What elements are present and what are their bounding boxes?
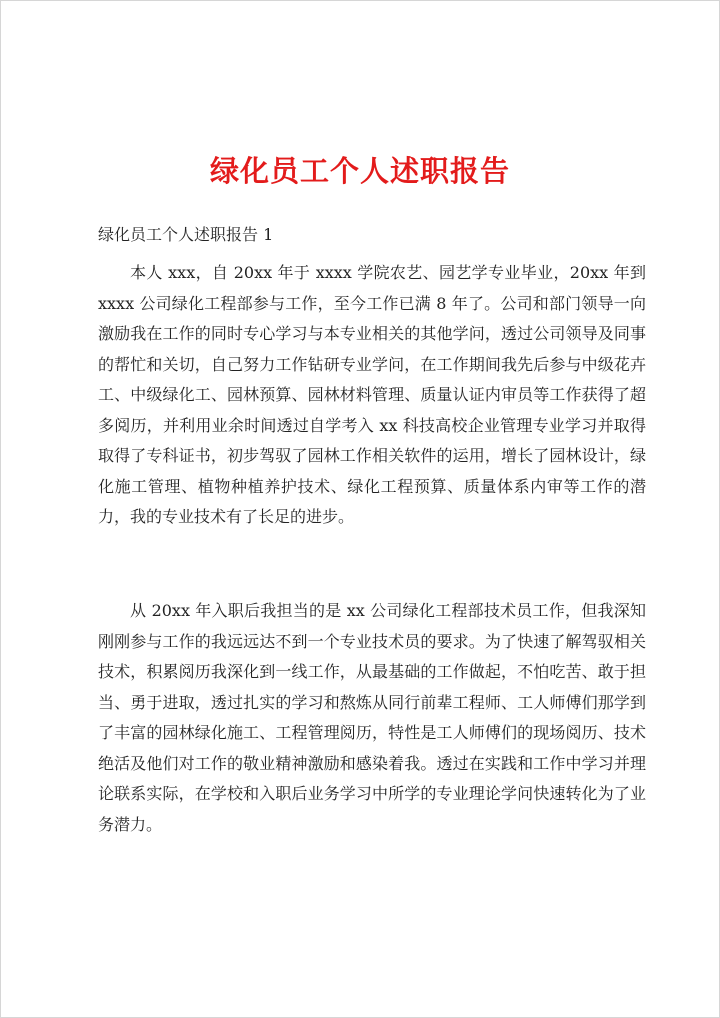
page-title: 绿化员工个人述职报告	[209, 154, 510, 188]
body-paragraph-2: 从 20xx 年入职后我担当的是 xx 公司绿化工程部技术员工作，但我深知刚刚参与工作的我远远达不到一个专业技术员的要求。为了快速了解驾驭相关技术，积累阅历我深化到一线工作，从最基础的工作做起，不怕吃苦、敢于担当、勇于进取，透过扎实的学习和熬炼从同行前辈工程师、工人师傅们那学到了丰富的园林绿化施工、工程管理阅历，特性是工人师傅们的现场阅历、技术绝活及他们对工作的敬业精神激励和感染着我。透过在实践和工作中学习并理论联系实际，在学校和入职后业务学习中所学的专业理论学问快速转化为了业务潜力。	[98, 601, 646, 834]
body-paragraph-1: 本人 xxx，自 20xx 年于 xxxx 学院农艺、园艺学专业毕业，20xx 年到 xxxx 公司绿化工程部参与工作，至今工作已满 8 年了。公司和部门领导一向激励我在工作的同时专心学习与本专业相关的其他学问，透过公司领导及同事的帮忙和关切，自己努力工作钻研专业学问，在工作期间我先后参与中级花卉工、中级绿化工、园林预算、园林材料管理、质量认证内审员等工作获得了超多阅历，并利用业余时间透过自学考入 xx 科技高校企业管理专业学习并取得取得了专科证书，初步驾驭了园林工作相关软件的运用，增长了园林设计，绿化施工管理、植物种植养护技术、绿化工程预算、质量体系内审等工作的潜力，我的专业技术有了长足的进步。	[98, 263, 646, 526]
section-heading: 绿化员工个人述职报告 1	[98, 225, 274, 244]
